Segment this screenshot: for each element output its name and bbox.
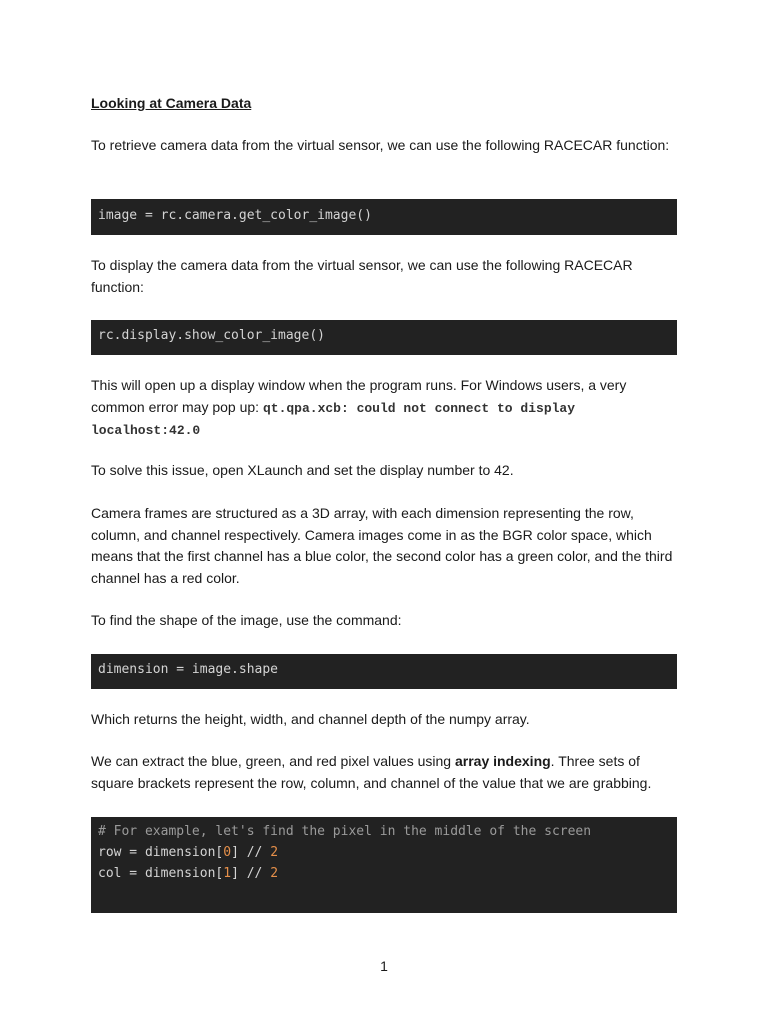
code-token: ] //	[231, 866, 271, 881]
section-heading: Looking at Camera Data	[91, 95, 252, 111]
paragraph-display-window	[91, 375, 681, 442]
code-line: image = rc.camera.get_color_image()	[98, 208, 372, 223]
code-number: 1	[223, 866, 232, 881]
bold-term: array indexing	[454, 753, 551, 769]
code-line-row	[98, 842, 670, 863]
paragraph-find-shape: To find the shape of the image, use the command:	[91, 612, 402, 628]
code-block-show-image	[91, 320, 677, 355]
code-block-example	[91, 817, 677, 913]
page-number: 1	[380, 958, 388, 974]
code-line: dimension = image.shape	[98, 662, 279, 677]
paragraph-text: This will open up a display window when the program runs. For Windows users, a very common error may pop up:	[91, 377, 627, 415]
paragraph-array-indexing	[91, 751, 681, 794]
code-block-shape	[91, 654, 677, 689]
code-token: row = dimension[	[98, 845, 224, 860]
code-token: col = dimension[	[98, 866, 224, 881]
code-token: ] //	[231, 845, 271, 860]
code-number: 2	[270, 866, 279, 881]
paragraph-display-camera: To display the camera data from the virtual sensor, we can use the following RACECAR function:	[91, 257, 633, 295]
code-block-get-image	[91, 199, 677, 235]
paragraph-text: . Three sets of square brackets represent the row, column, and channel of the value that we are grabbing.	[91, 753, 652, 791]
code-number: 2	[270, 845, 279, 860]
code-line: rc.display.show_color_image()	[98, 328, 325, 343]
paragraph-retrieve-camera: To retrieve camera data from the virtual sensor, we can use the following RACECAR function:	[91, 137, 670, 153]
paragraph-text: We can extract the blue, green, and red pixel values using	[91, 753, 455, 769]
code-number: 0	[223, 845, 232, 860]
paragraph-camera-frames: Camera frames are structured as a 3D array, with each dimension representing the row, column, and channel respectively. Camera images come in as the BGR color space, which means that the first channel has a blue color, the second color has a green color, and the third channel has a red color.	[91, 505, 673, 586]
paragraph-solve-issue: To solve this issue, open XLaunch and set the display number to 42.	[91, 462, 514, 478]
code-comment: # For example, let's find the pixel in the middle of the screen	[98, 824, 592, 839]
inline-code-error: qt.qpa.xcb: could not connect to display localhost:42.0	[91, 400, 576, 438]
paragraph-returns: Which returns the height, width, and channel depth of the numpy array.	[91, 711, 530, 727]
code-line-col	[98, 863, 670, 884]
